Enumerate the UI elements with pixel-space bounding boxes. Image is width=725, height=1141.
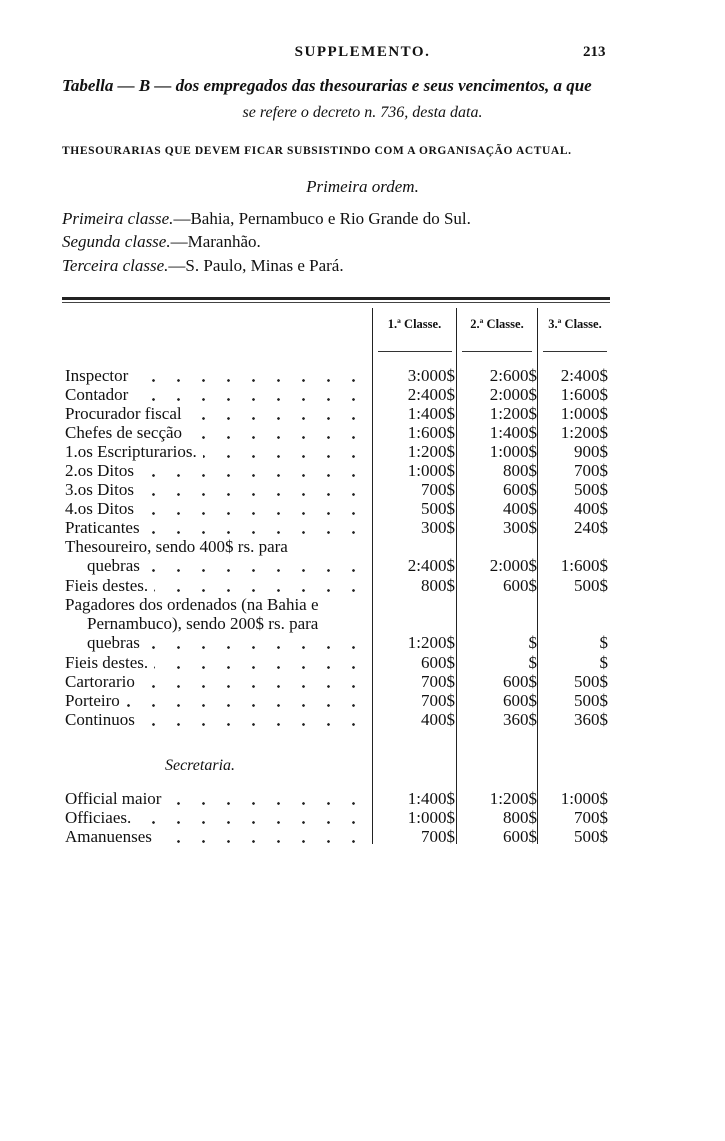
table-row [65,710,608,729]
row-label-text: Contador [65,385,129,404]
row-label-text: 1.os Escripturarios. [65,442,197,461]
row-label [65,442,370,461]
amount-cell: 500$ [574,576,608,595]
dot-leader [146,646,366,649]
dot-leader [134,379,366,382]
row-label-text: Thesoureiro, sendo 400$ rs. para [65,537,288,556]
dot-leader [141,685,366,688]
dot-leader [188,417,366,420]
row-label [65,461,370,480]
amount-cell: 1:400$ [407,404,455,423]
amount-cell: $ [528,633,537,652]
row-label-line [65,827,370,846]
amount-cell: 2:000$ [489,556,537,575]
amount-cell: 1:000$ [407,808,455,827]
table-row [65,537,608,575]
row-label-text: 4.os Ditos [65,499,134,518]
row-label-line [65,653,370,672]
row-label [65,537,370,575]
row-label-line [65,633,370,652]
dot-leader [140,512,366,515]
subsection-heading: Secretaria. [164,757,236,774]
amount-cell: 400$ [503,499,537,518]
amount-cell: 600$ [503,576,537,595]
row-label [65,366,370,385]
amount-cell: 1:400$ [489,423,537,442]
header-rule [378,351,452,352]
amount-cell: 500$ [421,499,455,518]
row-label-text: Chefes de secção [65,423,183,442]
amount-cell: $ [528,653,537,672]
table-row [65,499,608,518]
amount-cell: 900$ [574,442,608,461]
amount-cell: 600$ [421,653,455,672]
row-label [65,518,370,537]
row-label-line [65,710,370,729]
row-label-line [65,614,370,633]
amount-cell: 1:200$ [407,442,455,461]
row-label-line [65,480,370,499]
row-label [65,423,370,442]
amount-cell: 800$ [503,461,537,480]
table-row [65,385,608,404]
dot-leader [188,436,366,439]
dot-leader [126,704,366,707]
amount-cell: 2:400$ [407,385,455,404]
class-label: Primeira classe. [62,209,174,228]
row-label [65,691,370,710]
table-row [65,576,608,595]
dot-leader [140,474,366,477]
amount-cell: 1:600$ [407,423,455,442]
amount-cell: 700$ [421,480,455,499]
row-label-line [65,808,370,827]
class-text: —Bahia, Pernambuco e Rio Grande do Sul. [173,209,471,228]
amount-cell: 300$ [503,518,537,537]
row-label-line [65,366,370,385]
dot-leader [158,840,366,843]
class-label: Segunda classe. [62,232,171,251]
table-row [65,518,608,537]
amount-cell: 2:400$ [560,366,608,385]
row-label-text: quebras [87,556,140,575]
amount-cell: 600$ [503,691,537,710]
amount-cell: 3:000$ [407,366,455,385]
row-label-text: 2.os Ditos [65,461,134,480]
class-line [62,256,344,276]
amount-cell: 2:600$ [489,366,537,385]
amount-cell: 600$ [503,672,537,691]
table-row [65,827,608,846]
amount-cell: 2:400$ [407,556,455,575]
class-label: Terceira classe. [62,256,169,275]
row-label-text: Continuos [65,710,135,729]
amount-cell: 1:200$ [560,423,608,442]
row-label-line [65,672,370,691]
amount-cell: 400$ [574,499,608,518]
amount-cell: 700$ [421,691,455,710]
table-row [65,442,608,461]
amount-cell: 1:200$ [489,404,537,423]
amount-cell: 600$ [503,480,537,499]
row-label-line [65,499,370,518]
amount-cell: 1:000$ [560,789,608,808]
column-header: 1.ª Classe. [387,317,442,331]
row-label-line [65,576,370,595]
dot-leader [203,455,366,458]
row-label [65,576,370,595]
row-label [65,789,370,808]
row-label-text: Procurador fiscal [65,404,182,423]
row-label [65,710,370,729]
amount-cell: 500$ [574,827,608,846]
row-label [65,653,370,672]
amount-cell: 700$ [574,808,608,827]
amount-cell: 700$ [421,827,455,846]
row-label [65,385,370,404]
row-label-text: Amanuenses [65,827,152,846]
amount-cell: 1:200$ [407,633,455,652]
page-number: 213 [583,44,606,60]
column-header: 3.ª Classe. [548,317,602,331]
class-text: —S. Paulo, Minas e Pará. [168,256,344,275]
amount-cell: 1:400$ [407,789,455,808]
class-text: —Maranhão. [170,232,261,251]
amount-cell: 700$ [574,461,608,480]
row-label-line [65,789,370,808]
dot-leader [137,821,366,824]
dot-leader [167,802,366,805]
amount-cell: $ [599,653,608,672]
row-label-text: Official maior [65,789,162,808]
amount-cell: 1:600$ [560,556,608,575]
row-label-line [65,385,370,404]
row-label-text: Cartorario [65,672,135,691]
row-label-line [65,595,370,614]
amount-cell: 1:000$ [560,404,608,423]
running-head: SUPPLEMENTO. [294,44,431,60]
row-label-line [65,537,370,556]
amount-cell: 500$ [574,691,608,710]
row-label-text: 3.os Ditos [65,480,134,499]
row-label [65,499,370,518]
amount-cell: 700$ [421,672,455,691]
amount-cell: 500$ [574,672,608,691]
amount-cell: 360$ [574,710,608,729]
amount-cell: 360$ [503,710,537,729]
table-row [65,672,608,691]
table-row [65,461,608,480]
row-label-line [65,556,370,575]
row-label-line [65,461,370,480]
table-title-continued: se refere o decreto n. 736, desta data. [242,104,483,121]
amount-cell: 600$ [503,827,537,846]
amount-cell: 300$ [421,518,455,537]
row-label-text: Fieis destes. [65,653,149,672]
table-row [65,595,608,652]
row-label-line [65,423,370,442]
table-row [65,789,608,808]
table-row [65,366,608,385]
class-line [62,232,261,252]
dot-leader [146,531,366,534]
row-label-text: Pernambuco), sendo 200$ rs. para [87,614,319,633]
row-label-text: Praticantes [65,518,140,537]
row-label-text: Porteiro [65,691,120,710]
dot-leader [141,723,366,726]
table-row [65,480,608,499]
row-label [65,672,370,691]
dot-leader [134,398,366,401]
table-row [65,691,608,710]
amount-cell: 1:600$ [560,385,608,404]
row-label [65,808,370,827]
row-label-line [65,691,370,710]
amount-cell: $ [599,633,608,652]
class-line [62,209,471,229]
row-label-line [65,404,370,423]
amount-cell: 800$ [503,808,537,827]
table-row [65,423,608,442]
row-label-line [65,518,370,537]
row-label [65,480,370,499]
amount-cell: 2:000$ [489,385,537,404]
row-label-text: Officiaes. [65,808,132,827]
row-label [65,595,370,652]
table-top-rule-thin [62,302,610,303]
dot-leader [154,589,366,592]
row-label [65,827,370,846]
row-label [65,404,370,423]
order-heading: Primeira ordem. [306,177,419,196]
table-row [65,404,608,423]
dot-leader [140,493,366,496]
column-header: 2.ª Classe. [470,317,524,331]
row-label-text: Fieis destes. [65,576,149,595]
amount-cell: 1:000$ [407,461,455,480]
row-label-line [65,442,370,461]
row-label-text: Inspector [65,366,129,385]
amount-cell: 400$ [421,710,455,729]
section-heading: THESOURARIAS QUE DEVEM FICAR SUBSISTINDO COM A ORGANISAÇÃO ACTUAL. [62,145,572,157]
amount-cell: 1:200$ [489,789,537,808]
amount-cell: 500$ [574,480,608,499]
amount-cell: 800$ [421,576,455,595]
table-title: Tabella — B — dos empregados das thesourarias e seus vencimentos, a que [62,76,592,95]
header-rule [462,351,532,352]
row-label-text: Pagadores dos ordenados (na Bahia e [65,595,319,614]
table-row [65,653,608,672]
row-label-text: quebras [87,633,140,652]
table-row [65,808,608,827]
header-rule [543,351,607,352]
amount-cell: 240$ [574,518,608,537]
dot-leader [146,569,366,572]
amount-cell: 1:000$ [489,442,537,461]
table-top-rule [62,297,610,300]
dot-leader [154,666,366,669]
